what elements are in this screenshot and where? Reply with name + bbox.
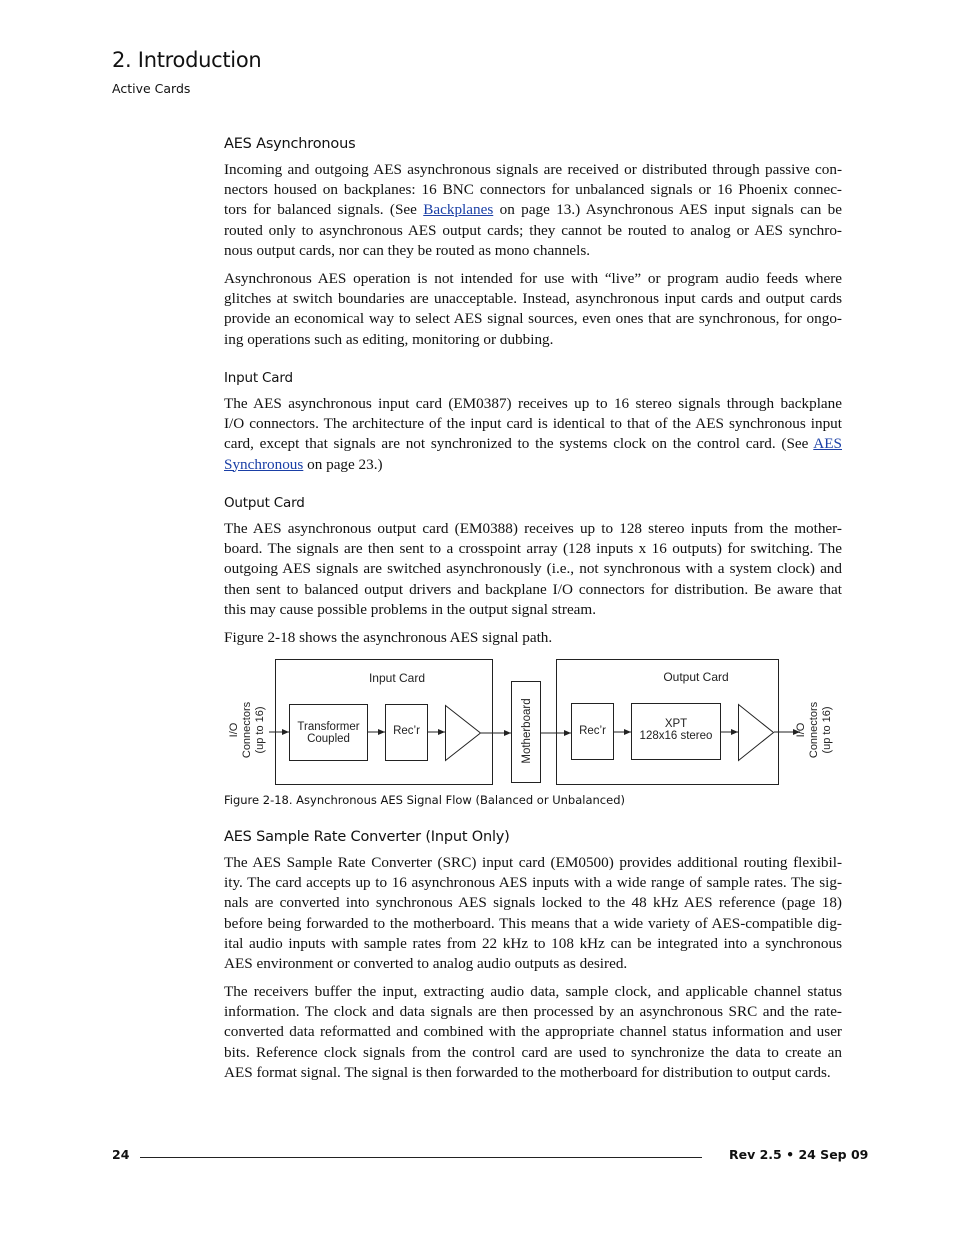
text-line: this may cause possible problems in the output signal stream. [224, 600, 597, 618]
footer-rule [140, 1157, 702, 1158]
subsection-heading-output-card: Output Card [224, 495, 305, 511]
input-amplifier-triangle [446, 706, 481, 761]
footer-revision: Rev 2.5 • 24 Sep 09 [729, 1147, 869, 1162]
text-line: Incoming and outgoing AES asynchronous signals are received or distributed through passive con- [224, 161, 842, 178]
running-head: Active Cards [112, 81, 191, 96]
section-heading-aes-asynchronous: AES Asynchronous [224, 136, 356, 152]
text-line: AES format signal. The signal is then forwarded to the motherboard for distribution to output cards. [224, 1063, 831, 1081]
receiver-in-label: Rec’r [393, 725, 420, 737]
link-aes-synchronous[interactable]: AES [813, 435, 842, 453]
text-run: tors for balanced signals. (See [224, 201, 424, 219]
text-run: on page 23.) [303, 455, 383, 473]
text-line: I/O connectors. The architecture of the input card is identical to that of the AES synchronous input [224, 415, 842, 433]
receiver-out-label: Rec’r [579, 725, 606, 737]
io-connectors-left-label [228, 701, 266, 758]
text-line: The AES asynchronous input card (EM0387) receives up to 16 stereo signals through backplane [224, 395, 842, 412]
link-backplanes[interactable]: Backplanes [423, 201, 494, 219]
text-line: nous output cards, nor can they be routed as mono channels. [224, 241, 591, 259]
text-line: nectors housed on backplanes: 16 BNC connectors for unbalanced signals or 16 Phoenix connec- [224, 181, 842, 199]
text-line: AES environment or converted to analog audio outputs as desired. [224, 955, 628, 973]
text-line: ing operations such as editing, monitoring or dubbing. [224, 330, 554, 348]
text-line: converted data reformatted and combined with the appropriate channel status information and user [224, 1023, 842, 1041]
io-left-line-1: I/O [228, 722, 240, 738]
subsection-heading-input-card: Input Card [224, 370, 293, 386]
output-amplifier-triangle [739, 705, 774, 761]
text-run: on page 13.) Asynchronous AES input signals can be [493, 201, 842, 219]
section-heading-aes-src: AES Sample Rate Converter (Input Only) [224, 829, 510, 845]
link-aes-synchronous-cont[interactable]: Synchronous [224, 455, 304, 473]
input-card-label: Input Card [368, 671, 426, 685]
text-line: The AES asynchronous output card (EM0388) receives up to 128 stereo inputs from the mother- [224, 520, 842, 537]
text-line: The receivers buffer the input, extracting audio data, sample clock, and applicable channel status [224, 983, 842, 1000]
footer-page-number: 24 [112, 1147, 130, 1162]
text-line: The AES Sample Rate Converter (SRC) input card (EM0500) provides additional routing flexibil- [224, 854, 842, 871]
xpt-label-1: XPT [664, 718, 688, 730]
text-line: board. The signals are then sent to a crosspoint array (128 inputs x 16 outputs) for switching. The [224, 540, 842, 558]
xpt-label-2: 128x16 stereo [639, 730, 713, 742]
text-line: ital audio inputs with sample rates from 22 kHz to 108 kHz can be integrated into a synchronous [224, 934, 842, 952]
text-line: provide an economical way to select AES signal sources, even ones that are synchronous, for ongo- [224, 310, 842, 328]
text-line: ity. The card accepts up to 16 asynchronous AES inputs with a wide range of sample rates. The sig- [224, 874, 842, 892]
text-line: bits. Reference clock signals from the control card are used to synchronize the data to create an [224, 1043, 842, 1061]
io-left-line-3: (up to 16) [254, 706, 266, 754]
io-right-line-3: (up to 16) [821, 706, 833, 754]
io-connectors-right-label [795, 701, 833, 758]
paragraph-src-1 [224, 853, 842, 974]
transformer-label-1: Transformer [297, 721, 360, 733]
figure-caption: Figure 2-18. Asynchronous AES Signal Flow (Balanced or Unbalanced) [224, 793, 625, 807]
transformer-label-2: Coupled [307, 733, 350, 745]
io-right-line-1: I/O [795, 722, 807, 738]
text-line: then sent to balanced output drivers and backplane I/O connectors for distribution. Be aware that [224, 580, 842, 598]
text-line: before being forwarded to the motherboard. This means that a wide variety of AES-compatible dig- [224, 914, 842, 932]
motherboard-label: Motherboard [521, 698, 533, 764]
io-left-line-2: Connectors [241, 701, 253, 759]
text-line: glitches at switch boundaries are unacceptable. Instead, asynchronous input cards and output cards [224, 290, 842, 308]
output-card-label: Output Card [663, 670, 729, 684]
io-right-line-2: Connectors [808, 701, 820, 759]
text-line: outgoing AES signals are switched asynchronously (i.e., not synchronous with a system clock) and [224, 560, 842, 578]
text-line: Asynchronous AES operation is not intended for use with “live” or program audio feeds where [224, 270, 842, 287]
text-run: card, except that signals are not synchronized to the systems clock on the control card. (See [224, 435, 814, 453]
paragraph-src-2 [224, 982, 842, 1083]
text-line: information. The clock and data signals are then processed by an asynchronous SRC and the rate- [224, 1003, 842, 1021]
text-line: Figure 2-18 shows the asynchronous AES signal path. [224, 629, 553, 646]
chapter-title: 2. Introduction [112, 48, 262, 72]
text-line: routed only to asynchronous AES output cards; they cannot be routed to analog or AES synchro- [224, 221, 842, 239]
text-line: nals are converted into synchronous AES signals locked to the 48 kHz AES reference (page 18) [224, 894, 842, 912]
